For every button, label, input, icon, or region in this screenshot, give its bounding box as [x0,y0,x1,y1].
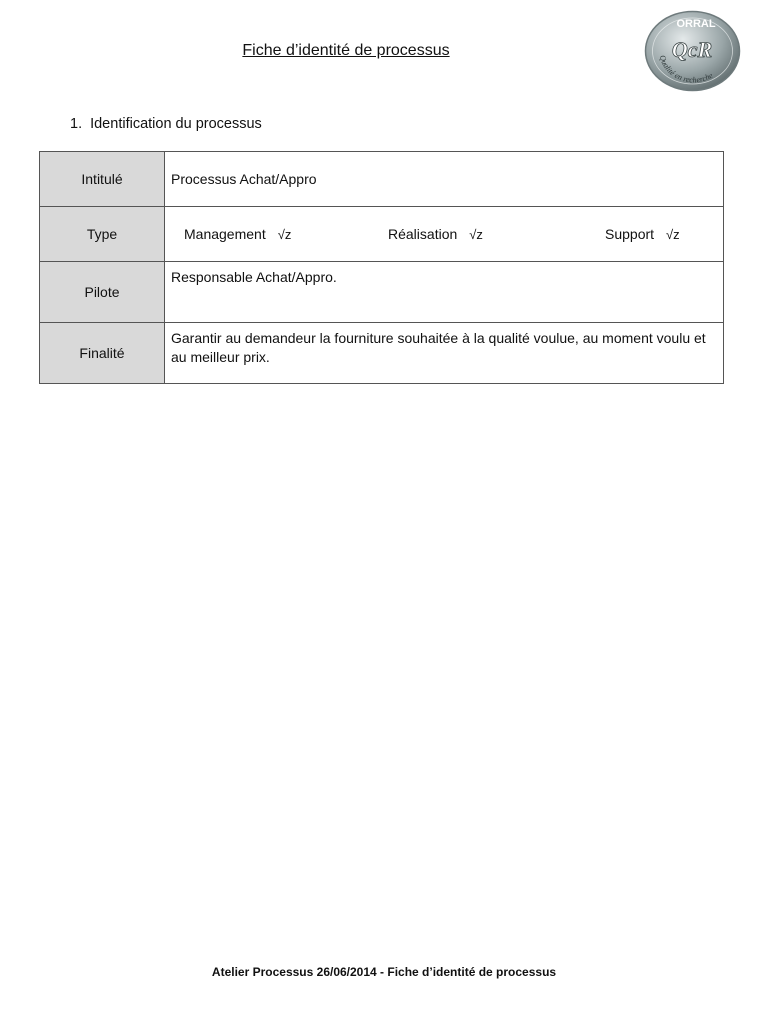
type-option-support [605,226,680,242]
row-value-pilote: Responsable Achat/Appro. [165,262,724,323]
table-row [40,207,724,262]
row-label: Finalité [40,323,165,384]
section-heading [70,116,262,132]
table-row [40,152,724,207]
identification-table [39,151,724,384]
svg-text:QcR: QcR [671,37,713,62]
section-number: 1. [70,116,83,132]
option-label: Management [184,226,266,242]
checkmark-icon: √z [469,226,483,242]
section-title: Identification du processus [90,116,262,132]
type-option-management [184,226,388,242]
row-label: Intitulé [40,152,165,207]
svg-text:ORRAL: ORRAL [676,18,716,30]
row-label: Pilote [40,262,165,323]
option-label: Réalisation [388,226,458,242]
row-value-type [165,207,724,262]
type-options [171,226,717,242]
svg-text:Qualité en recherche: Qualité en recherche [657,54,715,85]
table-row [40,323,724,384]
page-footer: Atelier Processus 26/06/2014 - Fiche d’identité de processus [211,965,557,979]
row-value-finalite: Garantir au demandeur la fourniture souhaitée à la qualité voulue, au moment voulu et au meilleur prix. [165,323,724,384]
table-row [40,262,724,323]
option-label: Support [605,226,655,242]
checkmark-icon: √z [666,226,680,242]
qcr-logo [644,10,741,92]
row-label: Type [40,207,165,262]
checkmark-icon: √z [277,226,292,242]
type-option-realisation [388,226,605,242]
row-value-intitule: Processus Achat/Appro [165,152,724,207]
page-title: Fiche d’identité de processus [242,42,450,59]
